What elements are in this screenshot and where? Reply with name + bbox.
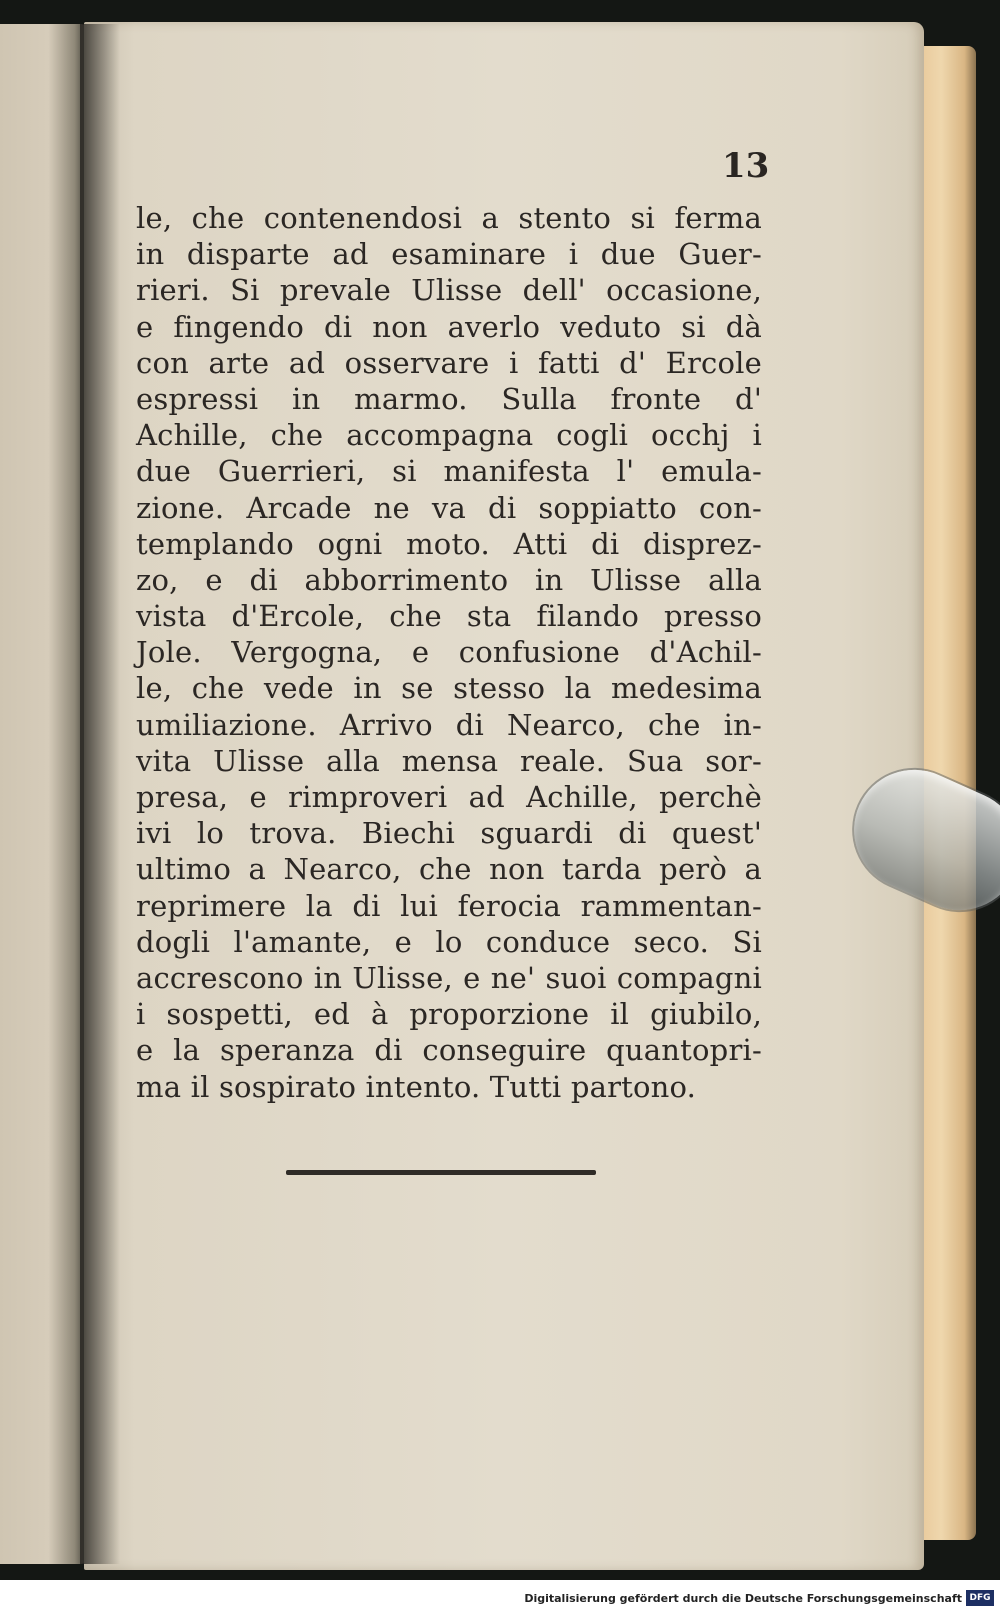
text-line: rieri. Si prevale Ulisse dell' occasione, <box>136 273 762 308</box>
text-line: i sospetti, ed à proporzione il giubilo, <box>136 997 762 1032</box>
text-line: umiliazione. Arrivo di Nearco, che in- <box>136 707 762 742</box>
page-body-text <box>136 200 762 1105</box>
text-line: zione. Arcade ne va di soppiatto con- <box>136 490 762 525</box>
text-line: e la speranza di conseguire quantopri- <box>136 1033 762 1068</box>
text-line: ultimo a Nearco, che non tarda però a <box>136 852 762 887</box>
gutter-shadow <box>80 24 120 1564</box>
facing-page-edge <box>0 24 88 1564</box>
text-line: templando ogni moto. Atti di disprez- <box>136 526 762 561</box>
text-line: e fingendo di non averlo veduto si dà <box>136 309 762 344</box>
page-number: 13 <box>722 146 770 186</box>
funding-credit: Digitalisierung gefördert durch die Deutsche Forschungsgemeinschaft <box>524 1592 962 1605</box>
text-line: dogli l'amante, e lo conduce seco. Si <box>136 924 762 959</box>
text-line: in disparte ad esaminare i due Guer- <box>136 237 762 272</box>
text-line: vista d'Ercole, che sta filando presso <box>136 599 762 634</box>
text-line: accrescono in Ulisse, e ne' suoi compagni <box>136 960 762 995</box>
text-line: Achille, che accompagna cogli occhj i <box>136 418 762 453</box>
text-line: due Guerrieri, si manifesta l' emula- <box>136 454 762 489</box>
text-line: vita Ulisse alla mensa reale. Sua sor- <box>136 743 762 778</box>
text-line: zo, e di abborrimento in Ulisse alla <box>136 562 762 597</box>
text-line: Jole. Vergogna, e confusione d'Achil- <box>136 635 762 670</box>
text-line: espressi in marmo. Sulla fronte d' <box>136 381 762 416</box>
text-line: con arte ad osservare i fatti d' Ercole <box>136 345 762 380</box>
text-line-last: ma il sospirato intento. Tutti partono. <box>136 1069 697 1104</box>
text-line: presa, e rimproveri ad Achille, perchè <box>136 780 762 814</box>
text-line: ivi lo trova. Biechi sguardi di quest' <box>136 816 762 851</box>
text-line: reprimere la di lui ferocia rammentan- <box>136 888 762 923</box>
text-line: le, che contenendosi a stento si ferma <box>136 201 762 235</box>
section-divider-rule <box>286 1170 596 1175</box>
text-line: le, che vede in se stesso la medesima <box>136 671 762 706</box>
dfg-logo: DFG <box>966 1590 994 1606</box>
